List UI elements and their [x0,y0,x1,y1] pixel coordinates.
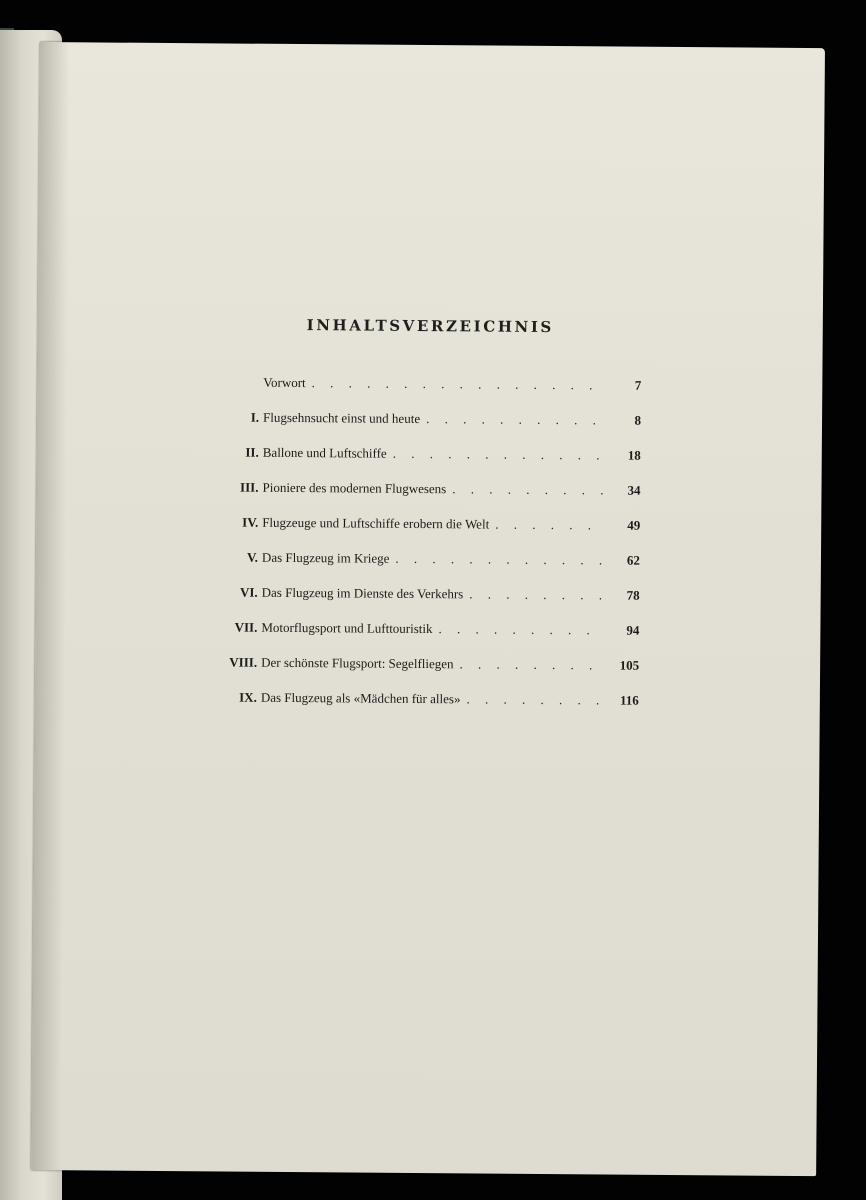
toc-dot-leader [395,551,606,569]
toc-entry-label: Das Flugzeug als «Mädchen für alles» [260,689,461,707]
toc-entry-label: Flugsehnsucht einst und heute [263,409,421,426]
toc-entry-page: 105 [619,657,640,673]
page-title: INHALTSVERZEICHNIS [306,316,554,337]
toc-entry-9 [219,689,639,727]
toc-entry-label: Das Flugzeug im Kriege [261,549,390,566]
toc-dot-leader [469,586,606,603]
toc-entry-number: VI. [239,584,258,600]
toc-entry-label: Flugzeuge und Luftschiffe erobern die Welt [262,514,490,532]
toc-dot-leader [495,517,606,534]
toc-entry-label: Motorflugsport und Lufttouristik [261,619,433,637]
toc-entry-page: 94 [626,622,640,638]
toc-entry-label: Das Flugzeug im Dienste des Verkehrs [261,584,464,602]
toc-entry-7 [219,619,639,657]
toc-entry-number: II. [245,444,259,460]
toc-entry-number: IV. [242,514,259,530]
toc-entry-page: 62 [626,552,641,568]
toc-entry-3 [220,479,640,517]
toc-entry-6 [219,584,639,622]
toc-entry-number: IX. [239,689,257,705]
toc-entry-label: Vorwort [263,374,306,391]
toc-dot-leader [312,375,608,393]
toc-entry-number: VIII. [229,654,258,670]
toc-entry-5 [220,549,640,587]
book-page [31,42,825,1176]
toc-dot-leader [439,621,606,638]
toc-entry-8 [219,654,639,692]
toc-entry-2 [221,444,641,482]
toc-entry-page: 34 [627,482,641,498]
toc-dot-leader [466,691,604,708]
toc-entry-label: Pioniere des modernen Flugwesens [262,479,447,497]
toc-dot-leader [393,446,607,464]
toc-entry-page: 7 [634,377,642,393]
toc-entry-page: 78 [626,587,640,603]
toc-entry-page: 8 [634,412,642,428]
toc-dot-leader [426,411,607,428]
toc-entry-4 [220,514,640,552]
toc-dot-leader [452,481,606,498]
toc-entry-label: Der schönste Flugsport: Segelfliegen [261,654,454,672]
toc-entry-page: 116 [619,692,639,708]
toc-entry-label: Ballone und Luftschiffe [262,444,387,461]
toc-entry-page: 49 [627,517,641,533]
toc-entry-number: V. [246,549,259,565]
toc-entry-page: 18 [627,447,641,463]
toc-list [219,374,642,727]
toc-dot-leader [460,656,606,673]
toc-entry-1 [221,409,641,447]
toc-entry-number: III. [240,479,259,495]
toc-entry-vorwort [221,374,641,412]
toc-entry-number: I. [250,409,260,425]
toc-entry-number: VII. [234,619,258,635]
